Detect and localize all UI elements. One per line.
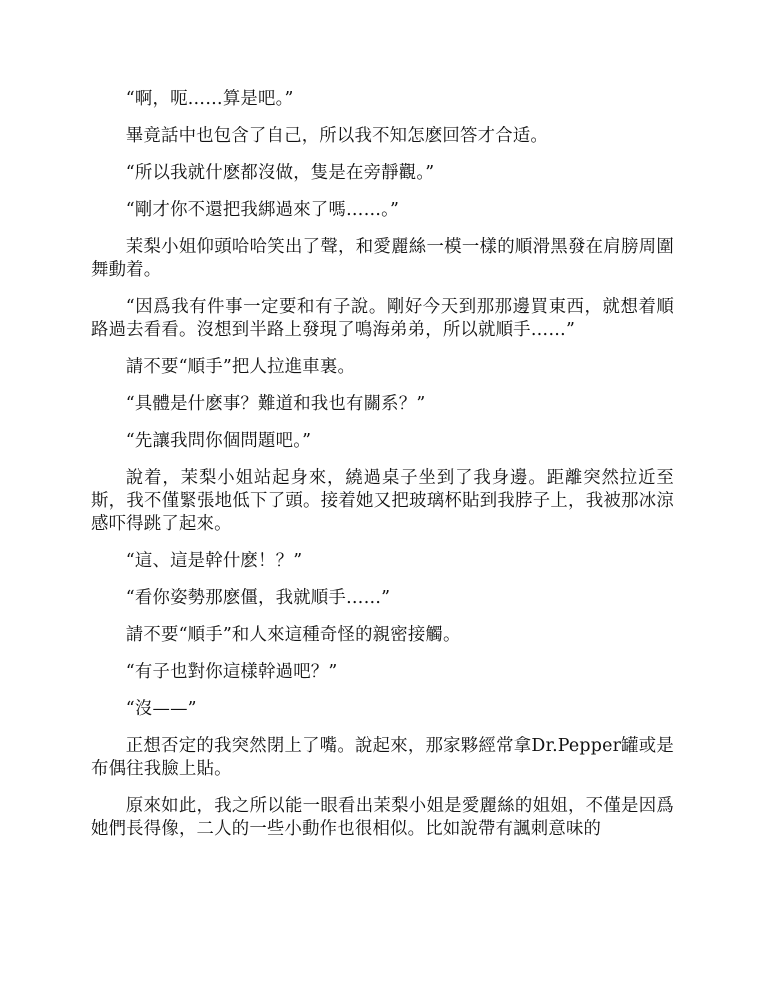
paragraph-11: “這、這是幹什麽！？”	[125, 551, 303, 571]
paragraph-8: “具體是什麽事？難道和我也有關系？”	[125, 394, 426, 414]
paragraph-5: 茉梨小姐仰頭哈哈笑出了聲，和愛麗絲一模一樣的順滑黑發在肩膀周圍舞動着。	[91, 237, 674, 280]
paragraph-4: “剛才你不還把我綁過來了嗎……。”	[125, 200, 400, 220]
paragraph-9: “先讓我問你個問題吧。”	[125, 431, 312, 451]
paragraph-17: 原來如此，我之所以能一眼看出茉梨小姐是愛麗絲的姐姐，不僅是因爲她們長得像，二人的一些小動作也很相似。比如說帶有諷刺意味的	[91, 796, 674, 839]
paragraph-1: “啊，呃……算是吧。”	[125, 89, 294, 109]
paragraph-7: 請不要“順手”把人拉進車裏。	[125, 357, 356, 377]
paragraph-3: “所以我就什麽都沒做，隻是在旁靜觀。”	[125, 163, 435, 183]
paragraph-16: 正想否定的我突然閉上了嘴。說起來，那家夥經常拿Dr.Pepper罐或是布偶往我臉上貼。	[91, 736, 674, 779]
paragraph-10: 說着，茉梨小姐站起身來，繞過桌子坐到了我身邊。距離突然拉近至斯，我不僅緊張地低下了頭。接着她又把玻璃杯貼到我脖子上，我被那冰涼感吓得跳了起來。	[91, 468, 674, 534]
paragraph-13: 請不要“順手”和人來這種奇怪的親密接觸。	[125, 625, 461, 645]
paragraph-2: 畢竟話中也包含了自己，所以我不知怎麽回答才合适。	[125, 126, 548, 146]
paragraph-14: “有子也對你這樣幹過吧？”	[125, 662, 338, 682]
paragraph-12: “看你姿勢那麽僵，我就順手……”	[125, 588, 391, 608]
document-page	[91, 88, 674, 855]
paragraph-15: “沒——”	[125, 699, 197, 719]
paragraph-6: “因爲我有件事一定要和有子說。剛好今天到那那邊買東西，就想着順路過去看看。沒想到半路上發現了鳴海弟弟，所以就順手……”	[91, 297, 674, 340]
